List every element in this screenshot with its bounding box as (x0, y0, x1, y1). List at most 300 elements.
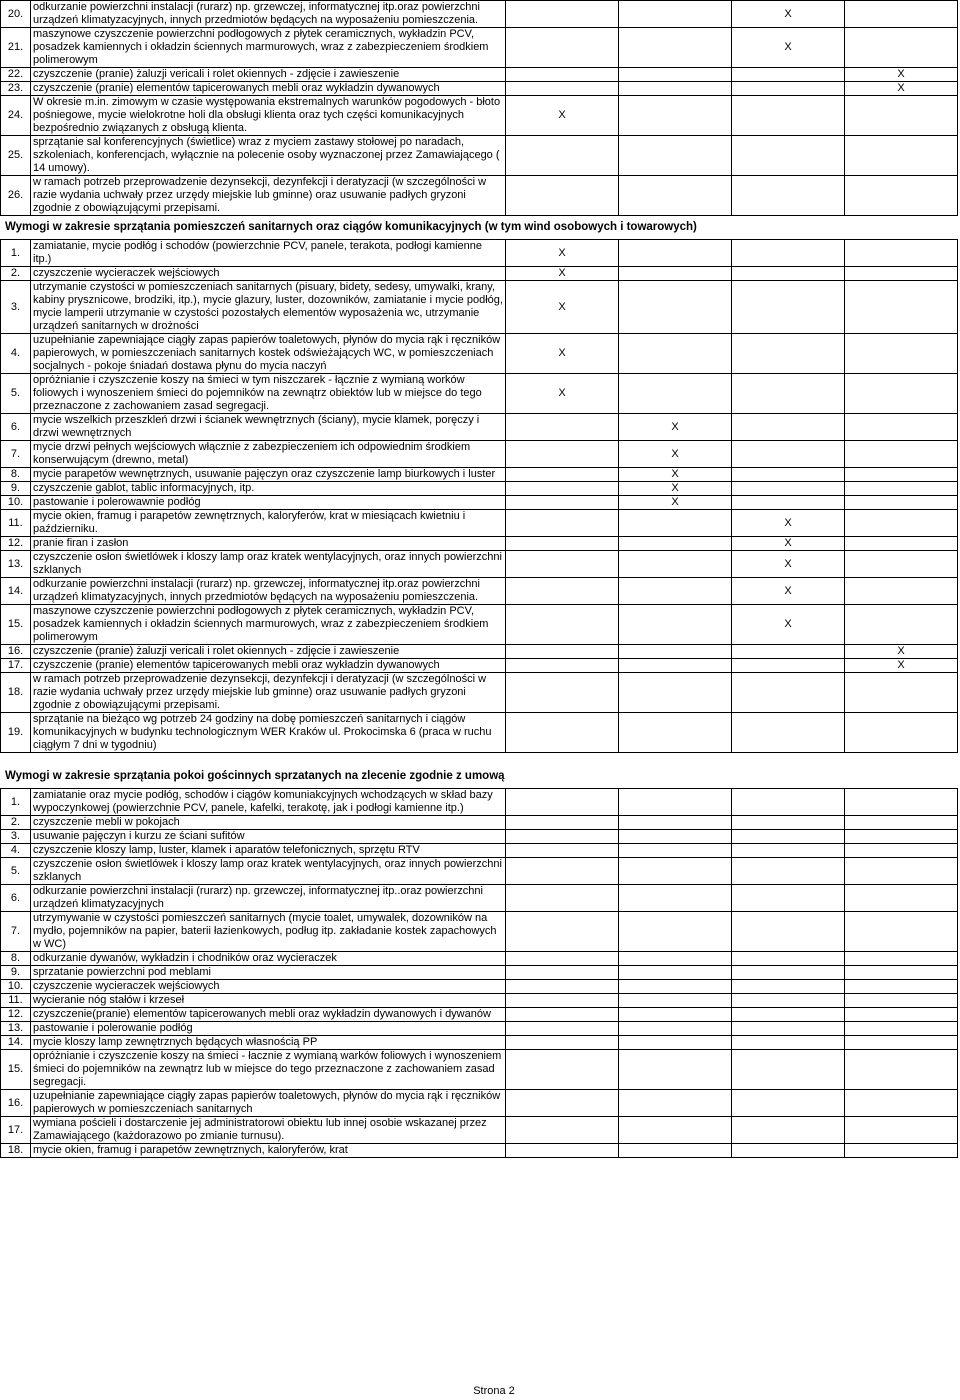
frequency-cell (845, 441, 958, 468)
frequency-cell (506, 496, 619, 510)
table-row (1, 482, 958, 496)
frequency-cell (845, 551, 958, 578)
requirements-table-3 (0, 788, 958, 1158)
frequency-cell (619, 713, 732, 753)
frequency-cell (732, 966, 845, 980)
frequency-cell (845, 510, 958, 537)
table-row (1, 858, 958, 885)
frequency-cell (619, 96, 732, 136)
row-description: mycie drzwi pełnych wejściowych włącznie z zabezpieczeniem ich odpowiednim środkiem konserwującym (drewno, metal) (31, 441, 506, 468)
row-number: 10. (1, 496, 31, 510)
frequency-cell (506, 858, 619, 885)
frequency-cell (619, 578, 732, 605)
table-row (1, 578, 958, 605)
table-row (1, 176, 958, 216)
row-description: zamiatanie, mycie podłóg i schodów (powierzchnie PCV, panele, terakota, podłogi kamienne itp.) (31, 240, 506, 267)
frequency-cell (506, 68, 619, 82)
frequency-cell (732, 885, 845, 912)
frequency-cell (619, 281, 732, 334)
frequency-cell (619, 844, 732, 858)
table-row (1, 952, 958, 966)
frequency-cell (619, 994, 732, 1008)
row-number: 25. (1, 136, 31, 176)
table-row (1, 605, 958, 645)
frequency-cell (845, 176, 958, 216)
frequency-cell: X (506, 96, 619, 136)
frequency-cell (506, 912, 619, 952)
row-description: zamiatanie oraz mycie podłóg, schodów i ciągów komuniakcyjnych wchodzących w skład bazy wypoczynkowej (powierzchnie PCV, panele, kafelki, terakotę, jak i podłogi kamienne itp.) (31, 789, 506, 816)
row-number: 24. (1, 96, 31, 136)
row-description: pastowanie i polerowanie podłóg (31, 1022, 506, 1036)
frequency-cell: X (619, 468, 732, 482)
table-row (1, 414, 958, 441)
row-number: 11. (1, 510, 31, 537)
row-number: 15. (1, 605, 31, 645)
frequency-cell (845, 28, 958, 68)
frequency-cell (506, 176, 619, 216)
table-row (1, 713, 958, 753)
frequency-cell (732, 952, 845, 966)
frequency-cell (845, 281, 958, 334)
row-number: 12. (1, 1008, 31, 1022)
table-row (1, 136, 958, 176)
frequency-cell: X (732, 1, 845, 28)
row-number: 12. (1, 537, 31, 551)
frequency-cell (845, 605, 958, 645)
frequency-cell (506, 28, 619, 68)
section-heading-guest-rooms: Wymogi w zakresie sprzątania pokoi gościnnych sprzatanych na zlecenie zgodnie z umową (5, 770, 505, 782)
row-description: sprzatanie powierzchni pod meblami (31, 966, 506, 980)
table-row (1, 281, 958, 334)
frequency-cell (845, 1090, 958, 1117)
row-number: 8. (1, 952, 31, 966)
frequency-cell (732, 844, 845, 858)
row-number: 9. (1, 482, 31, 496)
table-row (1, 1050, 958, 1090)
frequency-cell: X (732, 537, 845, 551)
row-description: maszynowe czyszczenie powierzchni podłogowych z płytek ceramicznych, wykładzin PCV, posadzek kamiennych i okładzin ściennych marmurowych, wraz z zabezpieczeniem środkiem polimerowym (31, 605, 506, 645)
row-number: 10. (1, 980, 31, 994)
row-number: 7. (1, 441, 31, 468)
frequency-cell (506, 713, 619, 753)
row-description: czyszczenie (pranie) elementów tapicerowanych mebli oraz wykładzin dywanowych (31, 659, 506, 673)
frequency-cell (732, 334, 845, 374)
frequency-cell (506, 980, 619, 994)
frequency-cell (506, 830, 619, 844)
row-number: 14. (1, 1036, 31, 1050)
row-description: mycie parapetów wewnętrznych, usuwanie pajęczyn oraz czyszczenie lamp biurkowych i luster (31, 468, 506, 482)
table-row (1, 816, 958, 830)
frequency-cell (506, 1036, 619, 1050)
frequency-cell (619, 1090, 732, 1117)
row-description: czyszczenie kloszy lamp, luster, klamek i aparatów telefonicznych, sprzętu RTV (31, 844, 506, 858)
frequency-cell (619, 858, 732, 885)
row-description: mycie okien, framug i parapetów zewnętrznych, kaloryferów, krat (31, 1144, 506, 1158)
row-number: 4. (1, 844, 31, 858)
frequency-cell (506, 1090, 619, 1117)
frequency-cell (732, 441, 845, 468)
frequency-cell (619, 240, 732, 267)
frequency-cell (845, 789, 958, 816)
table-row (1, 1090, 958, 1117)
table-row (1, 1022, 958, 1036)
frequency-cell (506, 1008, 619, 1022)
frequency-cell (619, 659, 732, 673)
frequency-cell (845, 136, 958, 176)
frequency-cell (845, 1, 958, 28)
frequency-cell (732, 1022, 845, 1036)
frequency-cell: X (732, 578, 845, 605)
row-description: sprzątanie na bieżąco wg potrzeb 24 godziny na dobę pomieszczeń sanitarnych i ciągów komunikacyjnych w budynku technologicznym WER Kraków ul. Prokocimska 6 (praca w ruchu ciągłym 7 dni w tygodniu) (31, 713, 506, 753)
row-number: 22. (1, 68, 31, 82)
frequency-cell (619, 885, 732, 912)
table-row (1, 537, 958, 551)
frequency-cell (619, 673, 732, 713)
page-footer (0, 1385, 960, 1397)
frequency-cell (732, 496, 845, 510)
frequency-cell (732, 281, 845, 334)
requirements-table-1 (0, 0, 958, 216)
row-description: opróżnianie i czyszczenie koszy na śmieci - łacznie z wymianą warków foliowych i wynoszeniem śmieci do pojemników na zewnątrz lub w miejsce do tego przeznaczone z zachowaniem zasad segregacji. (31, 1050, 506, 1090)
frequency-cell (845, 816, 958, 830)
frequency-cell (619, 176, 732, 216)
row-description: pranie firan i zasłon (31, 537, 506, 551)
frequency-cell (845, 844, 958, 858)
row-description: mycie okien, framug i parapetów zewnętrznych, kaloryferów, krat w miesiącach kwietniu i październiku. (31, 510, 506, 537)
frequency-cell: X (845, 68, 958, 82)
frequency-cell (845, 1022, 958, 1036)
row-description: mycie wszelkich przeszkleń drzwi i ścianek wewnętrznych (ściany), mycie klamek, poręczy i drzwi wewnętrznych (31, 414, 506, 441)
frequency-cell (732, 1050, 845, 1090)
frequency-cell: X (845, 82, 958, 96)
row-number: 1. (1, 789, 31, 816)
table-row (1, 966, 958, 980)
row-number: 16. (1, 1090, 31, 1117)
row-description: wymiana pościeli i dostarczenie jej administratorowi obiektu lub innej osobie wskazanej przez Zamawiającego (każdorazowo po zmianie turnusu). (31, 1117, 506, 1144)
frequency-cell (732, 1144, 845, 1158)
frequency-cell (732, 789, 845, 816)
frequency-cell (845, 468, 958, 482)
row-description: pastowanie i polerowawnie podłóg (31, 496, 506, 510)
frequency-cell (619, 82, 732, 96)
row-number: 7. (1, 912, 31, 952)
row-description: czyszczenie (pranie) żaluzji vericali i rolet okiennych - zdjęcie i zawieszenie (31, 68, 506, 82)
frequency-cell (732, 482, 845, 496)
frequency-cell (619, 816, 732, 830)
frequency-cell (845, 673, 958, 713)
row-number: 5. (1, 858, 31, 885)
table-row (1, 551, 958, 578)
frequency-cell (732, 1117, 845, 1144)
frequency-cell (732, 374, 845, 414)
frequency-cell (506, 537, 619, 551)
frequency-cell (619, 510, 732, 537)
frequency-cell (619, 267, 732, 281)
frequency-cell (732, 1090, 845, 1117)
row-number: 19. (1, 713, 31, 753)
row-number: 18. (1, 673, 31, 713)
frequency-cell (845, 537, 958, 551)
frequency-cell (732, 468, 845, 482)
row-number: 17. (1, 1117, 31, 1144)
row-number: 17. (1, 659, 31, 673)
frequency-cell (506, 414, 619, 441)
frequency-cell (506, 136, 619, 176)
frequency-cell: X (619, 482, 732, 496)
frequency-cell (845, 885, 958, 912)
table-row (1, 994, 958, 1008)
frequency-cell: X (506, 281, 619, 334)
frequency-cell (506, 659, 619, 673)
frequency-cell (506, 510, 619, 537)
frequency-cell (732, 68, 845, 82)
frequency-cell (506, 468, 619, 482)
row-number: 2. (1, 267, 31, 281)
section-heading-sanitary: Wymogi w zakresie sprzątania pomieszczeń sanitarnych oraz ciągów komunikacyjnych (w tym wind osobowych i towarowych) (5, 221, 697, 233)
frequency-cell (845, 1036, 958, 1050)
frequency-cell (732, 82, 845, 96)
table-row (1, 830, 958, 844)
frequency-cell: X (845, 645, 958, 659)
table-row (1, 510, 958, 537)
frequency-cell (506, 844, 619, 858)
row-description: sprzątanie sal konferencyjnych (świetlice) wraz z myciem zastawy stołowej po naradach, szkoleniach, konferencjach, wyłącznie na polecenie osoby wyznaczonej przez Zamawiającego ( 14 umowy). (31, 136, 506, 176)
frequency-cell (845, 1050, 958, 1090)
frequency-cell (619, 1022, 732, 1036)
frequency-cell: X (732, 28, 845, 68)
row-description: czyszczenie wycieraczek wejściowych (31, 267, 506, 281)
row-description: odkurzanie powierzchni instalacji (rurarz) np. grzewczej, informatycznej itp..oraz powierzchni urządzeń klimatyzacyjnych (31, 885, 506, 912)
frequency-cell (845, 980, 958, 994)
frequency-cell (506, 441, 619, 468)
frequency-cell (845, 1144, 958, 1158)
frequency-cell (619, 334, 732, 374)
frequency-cell (845, 966, 958, 980)
frequency-cell: X (619, 496, 732, 510)
frequency-cell (732, 830, 845, 844)
frequency-cell (619, 551, 732, 578)
frequency-cell (619, 830, 732, 844)
frequency-cell (619, 912, 732, 952)
frequency-cell (506, 994, 619, 1008)
frequency-cell (732, 1008, 845, 1022)
row-number: 16. (1, 645, 31, 659)
table-row (1, 28, 958, 68)
table-row (1, 1036, 958, 1050)
frequency-cell: X (506, 240, 619, 267)
row-description: uzupełnianie zapewniające ciągły zapas papierów toaletowych, płynów do mycia rąk i ręczników papierowych w pomieszczeniach sanitarnych (31, 1090, 506, 1117)
row-description: czyszczenie osłon świetlówek i kloszy lamp oraz kratek wentylacyjnych, oraz innych powierzchni szklanych (31, 551, 506, 578)
row-number: 15. (1, 1050, 31, 1090)
frequency-cell: X (732, 605, 845, 645)
row-number: 9. (1, 966, 31, 980)
table-row (1, 496, 958, 510)
frequency-cell (732, 912, 845, 952)
table-row (1, 68, 958, 82)
frequency-cell (732, 176, 845, 216)
frequency-cell (619, 605, 732, 645)
frequency-cell (732, 713, 845, 753)
frequency-cell (845, 267, 958, 281)
row-number: 5. (1, 374, 31, 414)
row-number: 4. (1, 334, 31, 374)
table-row (1, 441, 958, 468)
frequency-cell (732, 645, 845, 659)
table-row (1, 645, 958, 659)
frequency-cell (845, 1008, 958, 1022)
frequency-cell (845, 578, 958, 605)
frequency-cell (619, 28, 732, 68)
frequency-cell: X (506, 334, 619, 374)
table-row (1, 267, 958, 281)
row-description: czyszczenie wycieraczek wejściowych (31, 980, 506, 994)
row-description: wycieranie nóg stałów i krzeseł (31, 994, 506, 1008)
frequency-cell (506, 1022, 619, 1036)
row-description: W okresie m.in. zimowym w czasie występowania ekstremalnych warunków pogodowych - błoto pośniegowe, mycie wielokrotne holi dla obsługi klienta oraz tych części komunikacyjnych bezpośrednio związanych z obsługą klienta. (31, 96, 506, 136)
frequency-cell (732, 414, 845, 441)
row-description: odkurzanie powierzchni instalacji (rurarz) np. grzewczej, informatycznej itp.oraz powierzchni urządzeń klimatyzacyjnych, innych przedmiotów będących na wyposażeniu pomieszczenia. (31, 1, 506, 28)
row-number: 1. (1, 240, 31, 267)
frequency-cell (732, 96, 845, 136)
table-row (1, 844, 958, 858)
page-number: Strona 2 (473, 1385, 515, 1397)
frequency-cell (619, 374, 732, 414)
frequency-cell (845, 952, 958, 966)
frequency-cell (506, 673, 619, 713)
frequency-cell (619, 1008, 732, 1022)
frequency-cell (845, 912, 958, 952)
table-row (1, 468, 958, 482)
frequency-cell: X (732, 510, 845, 537)
frequency-cell (506, 578, 619, 605)
frequency-cell (845, 334, 958, 374)
frequency-cell: X (506, 267, 619, 281)
frequency-cell (845, 482, 958, 496)
frequency-cell (732, 267, 845, 281)
table-row (1, 659, 958, 673)
frequency-cell: X (619, 441, 732, 468)
frequency-cell (732, 659, 845, 673)
frequency-cell: X (845, 659, 958, 673)
row-description: utrzymywanie w czystości pomieszczeń sanitarnych (mycie toalet, umywalek, dozowników na mydło, pojemników na papier, baterii łazienkowych, podług itp. zakładanie kostek zapachowych w WC) (31, 912, 506, 952)
table-row (1, 1117, 958, 1144)
row-number: 3. (1, 830, 31, 844)
frequency-cell (506, 789, 619, 816)
row-number: 18. (1, 1144, 31, 1158)
row-description: w ramach potrzeb przeprowadzenie dezynsekcji, dezynfekcji i deratyzacji (w szczególności w razie wydania uchwały przez urzędy miejskie lub gminne) oraz usuwanie padłych gryzoni zgodnie z obowiązującymi przepisami. (31, 176, 506, 216)
frequency-cell (506, 816, 619, 830)
frequency-cell (506, 966, 619, 980)
frequency-cell (619, 789, 732, 816)
requirements-table-2 (0, 239, 958, 753)
frequency-cell (506, 1, 619, 28)
frequency-cell (619, 136, 732, 176)
table-row (1, 374, 958, 414)
table-row (1, 96, 958, 136)
frequency-cell (619, 952, 732, 966)
frequency-cell (845, 1117, 958, 1144)
row-number: 21. (1, 28, 31, 68)
frequency-cell (845, 858, 958, 885)
row-description: odkurzanie dywanów, wykładzin i chodników oraz wycieraczek (31, 952, 506, 966)
frequency-cell (732, 240, 845, 267)
frequency-cell (732, 980, 845, 994)
frequency-cell (732, 673, 845, 713)
table-row (1, 1144, 958, 1158)
table-row (1, 789, 958, 816)
frequency-cell (619, 966, 732, 980)
frequency-cell (506, 1144, 619, 1158)
row-description: w ramach potrzeb przeprowadzenie dezynsekcji, dezynfekcji i deratyzacji (w szczególności w razie wydania uchwały przez urzędy miejskie lub gminne) oraz usuwanie padłych gryzoni zgodnie z obowiązującymi przepisami. (31, 673, 506, 713)
table-row (1, 1, 958, 28)
row-description: czyszczenie (pranie) żaluzji vericali i rolet okiennych - zdjęcie i zawieszenie (31, 645, 506, 659)
row-number: 26. (1, 176, 31, 216)
row-number: 20. (1, 1, 31, 28)
frequency-cell (506, 1117, 619, 1144)
frequency-cell (732, 1036, 845, 1050)
frequency-cell (732, 816, 845, 830)
frequency-cell (845, 713, 958, 753)
frequency-cell (506, 885, 619, 912)
row-number: 11. (1, 994, 31, 1008)
frequency-cell (845, 994, 958, 1008)
frequency-cell (619, 1050, 732, 1090)
row-description: usuwanie pajęczyn i kurzu ze ściani sufitów (31, 830, 506, 844)
frequency-cell (506, 1050, 619, 1090)
row-number: 8. (1, 468, 31, 482)
frequency-cell (619, 645, 732, 659)
frequency-cell (619, 1117, 732, 1144)
frequency-cell (619, 68, 732, 82)
frequency-cell: X (506, 374, 619, 414)
frequency-cell (619, 1036, 732, 1050)
row-number: 13. (1, 551, 31, 578)
table-row (1, 334, 958, 374)
row-description: maszynowe czyszczenie powierzchni podłogowych z płytek ceramicznych, wykładzin PCV, posadzek kamiennych i okładzin ściennych marmurowych, wraz z zabezpieczeniem środkiem polimerowym (31, 28, 506, 68)
frequency-cell (506, 482, 619, 496)
frequency-cell (732, 136, 845, 176)
frequency-cell (845, 374, 958, 414)
frequency-cell (506, 645, 619, 659)
table-row (1, 240, 958, 267)
row-description: opróżnianie i czyszczenie koszy na śmieci w tym niszczarek - łącznie z wymianą worków foliowych i wynoszeniem śmieci do pojemników na zewnątrz obiektów lub w miejsce do tego przeznaczone z zachowaniem zasad segregacji. (31, 374, 506, 414)
frequency-cell (619, 980, 732, 994)
row-number: 6. (1, 414, 31, 441)
frequency-cell (732, 994, 845, 1008)
frequency-cell (845, 96, 958, 136)
row-description: odkurzanie powierzchni instalacji (rurarz) np. grzewczej, informatycznej itp.oraz powierzchni urządzeń klimatyzacyjnych, innych przedmiotów będących na wyposażeniu pomieszczenia. (31, 578, 506, 605)
frequency-cell (845, 830, 958, 844)
frequency-cell (619, 1144, 732, 1158)
frequency-cell (845, 240, 958, 267)
frequency-cell (506, 82, 619, 96)
row-description: mycie kloszy lamp zewnętrznych będących własnością PP (31, 1036, 506, 1050)
row-number: 14. (1, 578, 31, 605)
row-description: uzupełnianie zapewniające ciągły zapas papierów toaletowych, płynów do mycia rąk i ręczników papierowych, w pomieszczeniach sanitarnych kostek odświeżających WC, w pomieszczeniach socjalnych - pokoje śniadań dostawa płynu do mycia naczyń (31, 334, 506, 374)
frequency-cell (506, 952, 619, 966)
table-row (1, 82, 958, 96)
table-row (1, 912, 958, 952)
row-number: 6. (1, 885, 31, 912)
row-number: 3. (1, 281, 31, 334)
row-description: czyszczenie (pranie) elementów tapicerowanych mebli oraz wykładzin dywanowych (31, 82, 506, 96)
frequency-cell (619, 537, 732, 551)
row-number: 23. (1, 82, 31, 96)
row-description: czyszczenie osłon świetlówek i kloszy lamp oraz kratek wentylacyjnych, oraz innych powierzchni szklanych (31, 858, 506, 885)
frequency-cell (619, 1, 732, 28)
row-description: czyszczenie gablot, tablic informacyjnych, itp. (31, 482, 506, 496)
frequency-cell (506, 605, 619, 645)
